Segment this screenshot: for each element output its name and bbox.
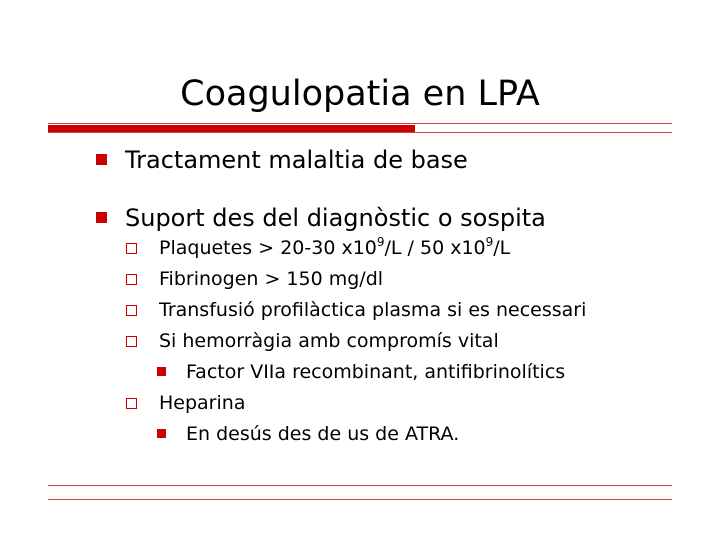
title-rule-accent xyxy=(48,125,415,132)
sub-bullet-text: Plaquetes > 20-30 $x10^9/L / 50$ $x10^9/L$ xyxy=(159,234,511,259)
sub-sub-bullet-text: Factor VIIa recombinant, antifibrinolítics xyxy=(186,361,566,383)
hollow-square-bullet-icon xyxy=(126,305,137,316)
sub-bullet-text: Transfusió profilàctica plasma si es necessari xyxy=(159,299,587,321)
slide-title: Coagulopatia en LPA xyxy=(180,74,540,114)
hollow-square-bullet-icon xyxy=(126,398,137,409)
sub-bullet-text: Heparina xyxy=(159,392,246,414)
sub-bullet-text: Fibrinogen > 150 mg/dl xyxy=(159,268,384,290)
title-rule-thin-bottom xyxy=(48,132,672,133)
bullet-text: Suport des del diagnòstic o sospita xyxy=(125,204,546,232)
square-bullet-icon xyxy=(157,429,166,438)
bullet-text: Tractament malaltia de base xyxy=(125,146,468,174)
square-bullet-icon xyxy=(157,367,166,376)
footer-rule-bottom xyxy=(48,499,672,500)
square-bullet-icon xyxy=(96,154,107,165)
sub-bullet-text: Si hemorràgia amb compromís vital xyxy=(159,330,499,352)
hollow-square-bullet-icon xyxy=(126,274,137,285)
hollow-square-bullet-icon xyxy=(126,336,137,347)
footer-rule-top xyxy=(48,485,672,486)
square-bullet-icon xyxy=(96,212,107,223)
title-rule-thin-top xyxy=(48,123,672,124)
sub-sub-bullet-text: En desús des de us de ATRA. xyxy=(186,423,460,445)
hollow-square-bullet-icon xyxy=(126,243,137,254)
